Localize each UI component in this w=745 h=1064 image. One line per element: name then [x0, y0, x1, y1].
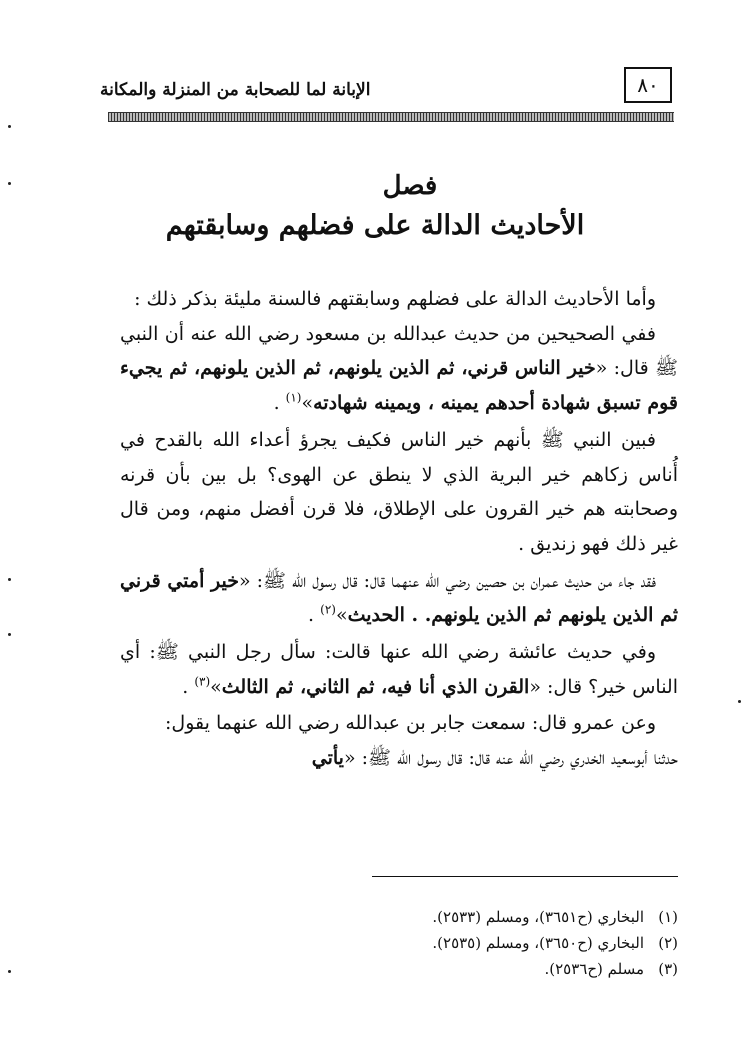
paragraph: وأما الأحاديث الدالة على فضلهم وسابقتهم فالسنة مليئة بذكر ذلك :	[134, 288, 656, 310]
footnote-text: البخاري (ح٣٦٥٠)، ومسلم (٢٥٣٥).	[432, 934, 644, 952]
paragraph: وعن عمرو قال: سمعت جابر بن عبدالله رضي الله عنهما يقول:	[164, 712, 656, 735]
page-number: ٨٠	[624, 67, 672, 103]
scan-mark	[8, 970, 11, 973]
footnote-number: (١)	[658, 908, 678, 926]
footnote-ref: (٢)	[320, 603, 336, 617]
footnote-ref: (٣)	[194, 674, 211, 689]
footnote	[200, 904, 678, 930]
section-title: الأحاديث الدالة على فضلهم وسابقتهم	[165, 210, 585, 241]
paragraph: فقد جاء من حديث عمران بن حصين رضي الله عنهما قال: قال رسول الله ﷺ: «خير أمتي قرني ثم الذين يلونهم ثم الذين يلونهم. . الحديث»$^{(٢)}$ .	[120, 569, 678, 627]
footnote-number: (٣)	[658, 960, 678, 978]
hadith-quote: القرن الذي أنا فيه، ثم الثاني، ثم الثالث	[221, 675, 530, 698]
body-text	[120, 282, 678, 776]
scan-mark	[8, 633, 11, 636]
paragraph: ففي الصحيحين من حديث عبدالله بن مسعود رضي الله عنه أن النبي ﷺ قال: «خير الناس قرني، ثم الذين يلونهم، ثم الذين يلونهم، ثم يجيء قوم تسبق شهادة أحدهم يمينه ، ويمينه شهادته»$^{(١)}$ .	[120, 322, 679, 415]
footnote-text: البخاري (ح٣٦٥١)، ومسلم (٢٥٣٣).	[432, 908, 644, 926]
footnote-ref: (١)	[285, 390, 302, 405]
footnote-number: (٢)	[658, 934, 678, 952]
scan-mark	[738, 700, 741, 703]
paragraph: فبين النبي ﷺ بأنهم خير الناس فكيف يجرؤ أعداء الله بالقدح في أُناس زكاهم خير البرية الذي لا ينطق عن الهوى؟ بل بين بأن قرنه وصحابته هم خير القرون على الإطلاق، فلا قرن أفضل منهم، ومن قال غير ذلك فهو زنديق .	[120, 428, 678, 555]
footnote	[200, 956, 678, 982]
scan-mark	[8, 182, 11, 185]
header-rule	[108, 112, 674, 122]
footnote-divider	[372, 876, 678, 877]
hadith-quote: خير الناس قرني، ثم الذين يلونهم، ثم الذين يلونهم، ثم يجيء قوم تسبق شهادة أحدهم يمينه ، ويمينه شهادته	[120, 357, 678, 415]
scan-mark	[8, 578, 11, 581]
paragraph: حدثنا أبوسعيد الخدري رضي الله عنه قال: قال رسول الله ﷺ: «يأتي	[311, 747, 678, 770]
section-label: فصل	[382, 171, 438, 201]
hadith-quote: خير أمتي قرني ثم الذين يلونهم ثم الذين يلونهم. . الحديث	[120, 569, 678, 627]
scan-mark	[8, 125, 11, 128]
running-title: الإبانة لما للصحابة من المنزلة والمكانة	[100, 80, 371, 100]
footnotes	[200, 904, 678, 982]
footnote	[200, 930, 678, 956]
hadith-quote: يأتي	[311, 747, 344, 770]
paragraph: وفي حديث عائشة رضي الله عنها قالت: سأل رجل النبي ﷺ: أي الناس خير؟ قال: «القرن الذي أنا فيه، ثم الثاني، ثم الثالث»$^{(٣)}$ .	[120, 641, 678, 698]
footnote-text: مسلم (ح٢٥٣٦).	[544, 960, 644, 978]
